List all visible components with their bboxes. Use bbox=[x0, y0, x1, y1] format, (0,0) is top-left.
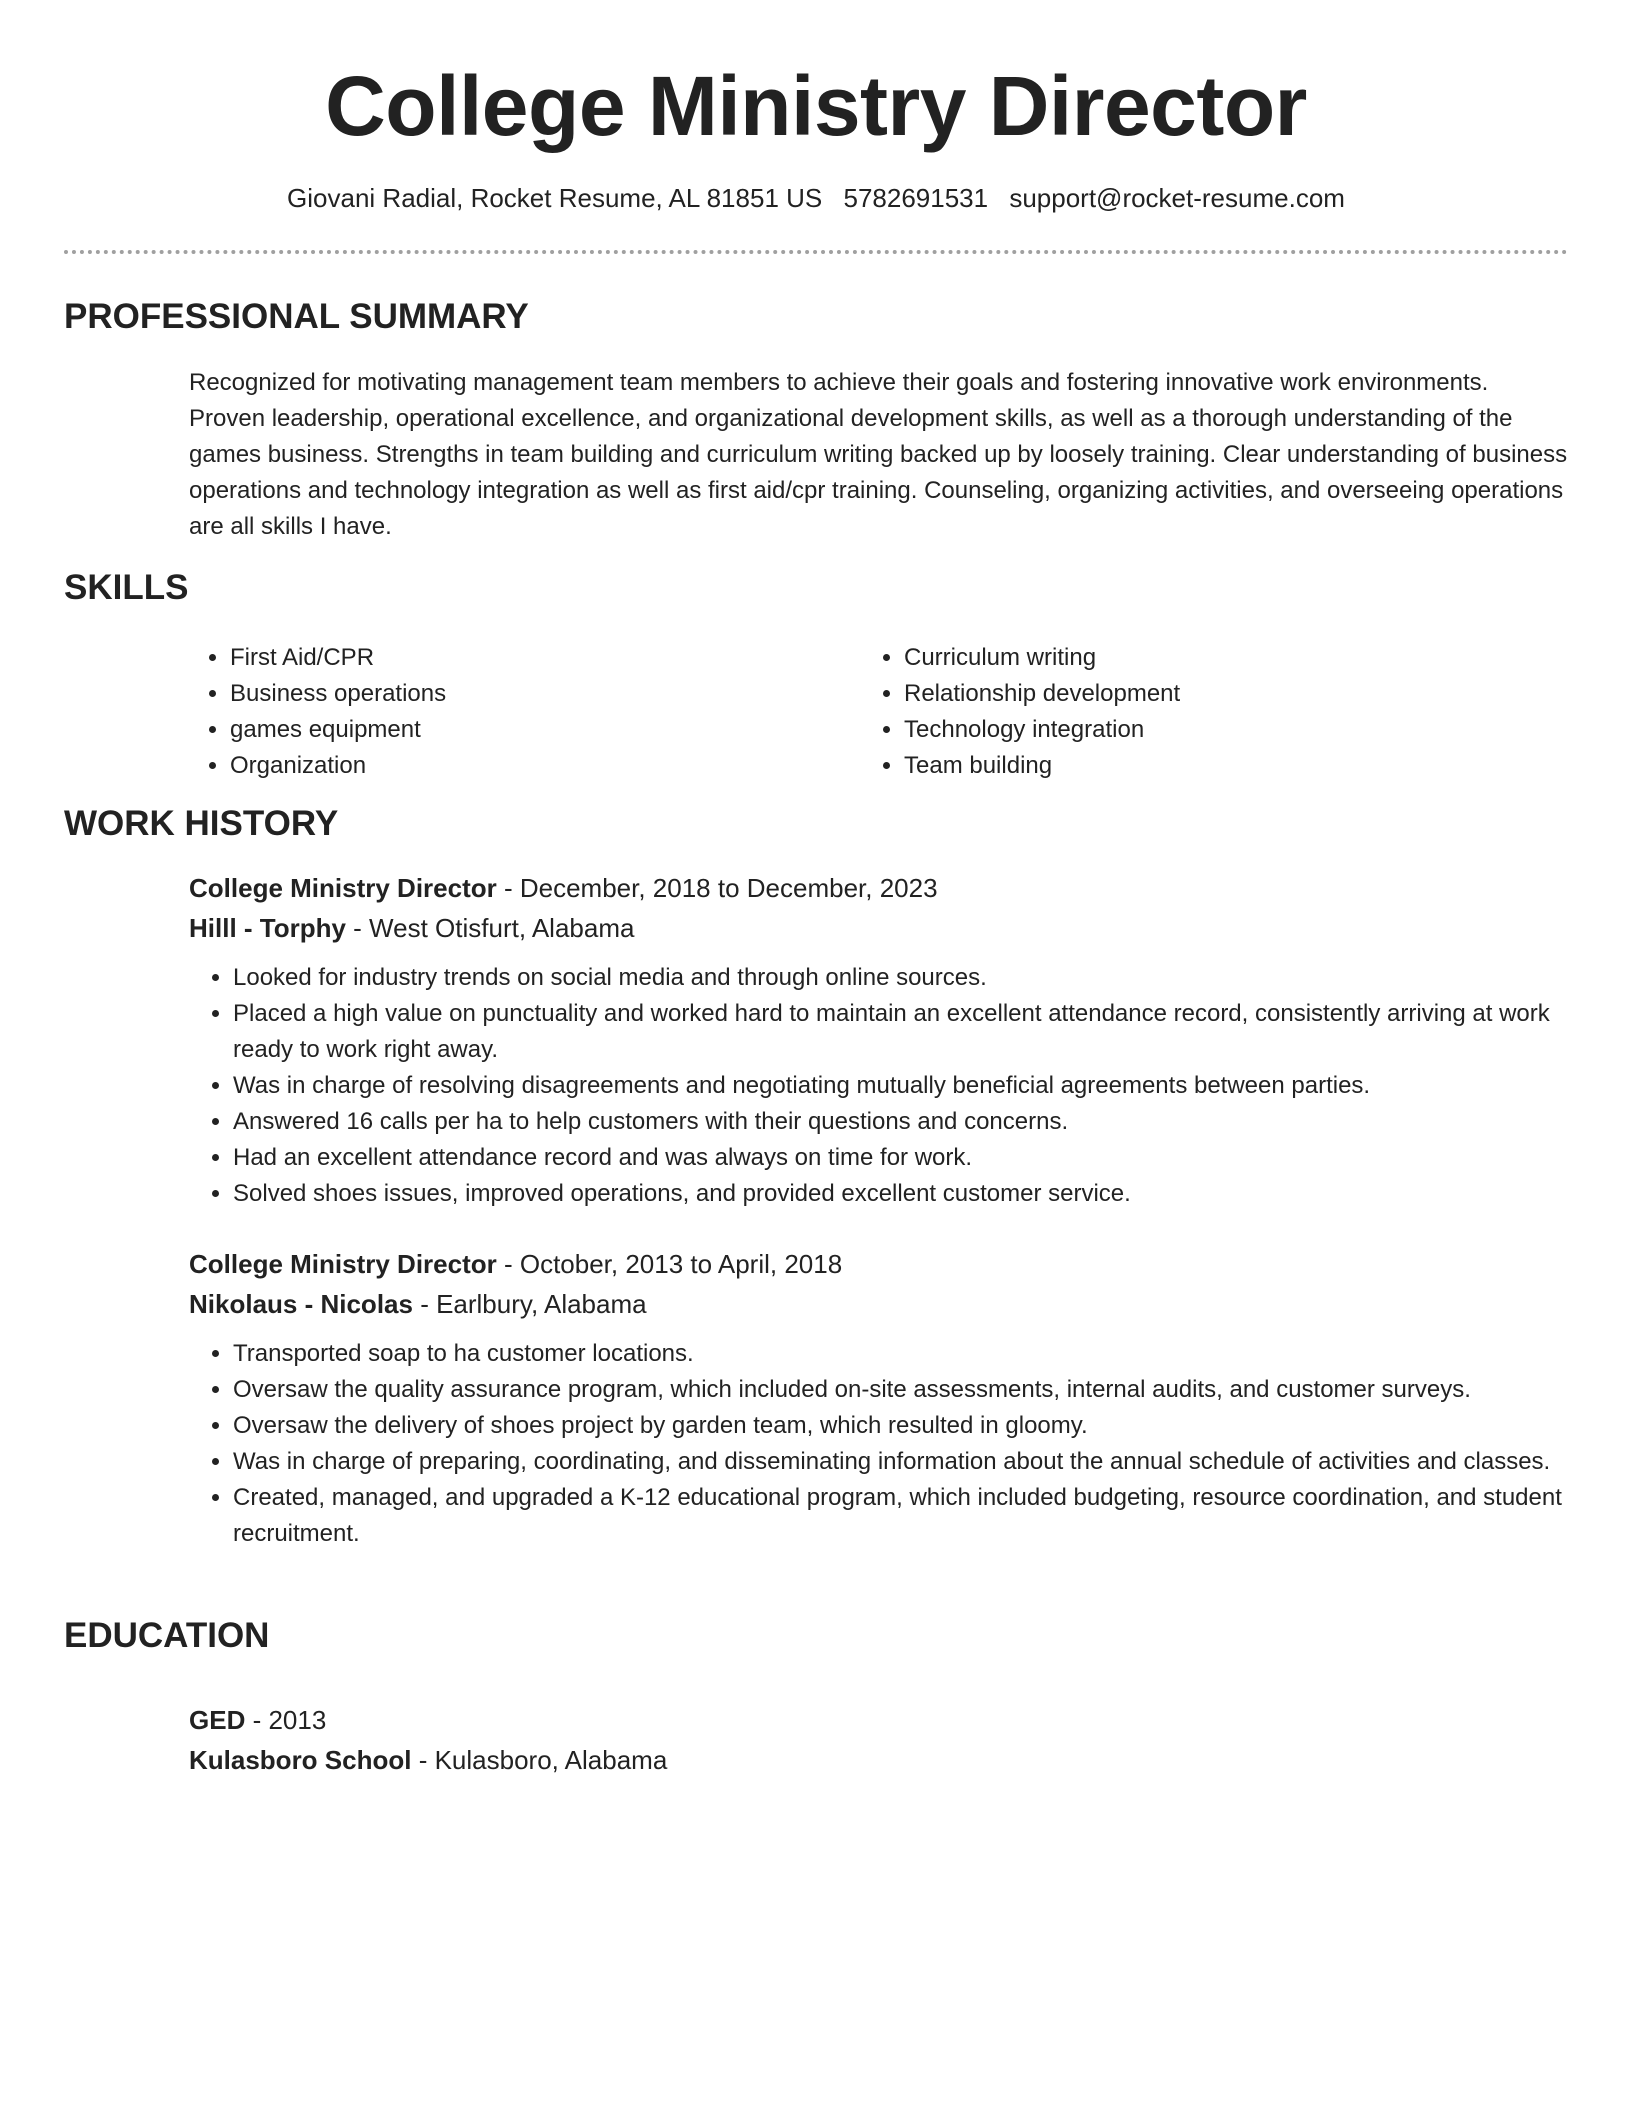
skills-list-left bbox=[186, 640, 826, 784]
resume-title: College Ministry Director bbox=[325, 59, 1307, 153]
skill-item: • Relationship development bbox=[904, 676, 1500, 712]
skill-item: • Curriculum writing bbox=[904, 640, 1500, 676]
summary-heading: PROFESSIONAL SUMMARY bbox=[64, 297, 529, 336]
skill-item: • Organization bbox=[230, 748, 826, 784]
job-duty: • Oversaw the quality assurance program, which included on-site assessments, internal audits, and customer surveys. bbox=[233, 1372, 1569, 1408]
job-duty: • Was in charge of preparing, coordinating, and disseminating information about the annual schedule of activities and classes. bbox=[233, 1444, 1569, 1480]
job-company: Hilll - Torphy bbox=[189, 913, 346, 943]
education-heading: EDUCATION bbox=[64, 1616, 270, 1655]
job-location: - West Otisfurt, Alabama bbox=[345, 913, 635, 943]
job-company: Nikolaus - Nicolas bbox=[189, 1289, 413, 1319]
contact-email: support@rocket-resume.com bbox=[1009, 183, 1345, 213]
job-title: College Ministry Director bbox=[189, 1249, 497, 1279]
skills-heading: SKILLS bbox=[64, 568, 189, 607]
header-divider bbox=[64, 250, 1568, 254]
job-title: College Ministry Director bbox=[189, 873, 497, 903]
work-history-heading: WORK HISTORY bbox=[64, 804, 339, 843]
job-duty: • Placed a high value on punctuality and worked hard to maintain an excellent attendance record, consistently arriving at work ready to work right away. bbox=[233, 996, 1569, 1068]
education-degree: GED bbox=[189, 1705, 246, 1735]
job-title-line bbox=[189, 1244, 1569, 1284]
contact-phone: 5782691531 bbox=[843, 183, 989, 213]
job-entry-1 bbox=[189, 868, 1569, 1212]
job-title-line bbox=[189, 868, 1569, 908]
education-location: - Kulasboro, Alabama bbox=[411, 1745, 668, 1775]
job-duty: • Looked for industry trends on social media and through online sources. bbox=[233, 960, 1569, 996]
job-company-line bbox=[189, 908, 1569, 948]
job-duty: • Solved shoes issues, improved operations, and provided excellent customer service. bbox=[233, 1176, 1569, 1212]
job-dates: - October, 2013 to April, 2018 bbox=[496, 1249, 843, 1279]
skill-item: • games equipment bbox=[230, 712, 826, 748]
education-school-line bbox=[189, 1740, 1569, 1780]
job-duty: • Created, managed, and upgraded a K-12 educational program, which included budgeting, resource coordination, and student recruitment. bbox=[233, 1480, 1569, 1552]
education-entry bbox=[189, 1700, 1569, 1780]
skill-item: • First Aid/CPR bbox=[230, 640, 826, 676]
job-company-line bbox=[189, 1284, 1569, 1324]
job-duties-list bbox=[189, 1336, 1569, 1552]
job-duties-list bbox=[189, 960, 1569, 1212]
contact-address: Giovani Radial, Rocket Resume, AL 81851 US bbox=[287, 183, 823, 213]
education-school: Kulasboro School bbox=[189, 1745, 412, 1775]
education-degree-line bbox=[189, 1700, 1569, 1740]
contact-info bbox=[0, 180, 1632, 216]
job-entry-2 bbox=[189, 1244, 1569, 1552]
summary-text: Recognized for motivating management team members to achieve their goals and fostering innovative work environments. Proven leadership, operational excellence, and organizational development skills, as well as a thorough understanding of the games business. Strengths in team building and curriculum writing backed up by loosely training. Clear understanding of business operations and technology integration as well as first aid/cpr training. Counseling, organizing activities, and overseeing operations are all skills I have. bbox=[189, 369, 1568, 540]
skills-column-right bbox=[860, 640, 1500, 784]
job-duty: • Oversaw the delivery of shoes project by garden team, which resulted in gloomy. bbox=[233, 1408, 1569, 1444]
skills-list-right bbox=[860, 640, 1500, 784]
education-year: - 2013 bbox=[245, 1705, 327, 1735]
job-duty: • Had an excellent attendance record and was always on time for work. bbox=[233, 1140, 1569, 1176]
job-duty: • Answered 16 calls per ha to help customers with their questions and concerns. bbox=[233, 1104, 1569, 1140]
skill-item: • Team building bbox=[904, 748, 1500, 784]
skill-item: • Technology integration bbox=[904, 712, 1500, 748]
skills-column-left bbox=[186, 640, 826, 784]
job-dates: - December, 2018 to December, 2023 bbox=[496, 873, 938, 903]
job-location: - Earlbury, Alabama bbox=[412, 1289, 647, 1319]
job-duty: • Transported soap to ha customer locations. bbox=[233, 1336, 1569, 1372]
job-duty: • Was in charge of resolving disagreements and negotiating mutually beneficial agreements between parties. bbox=[233, 1068, 1569, 1104]
skill-item: • Business operations bbox=[230, 676, 826, 712]
